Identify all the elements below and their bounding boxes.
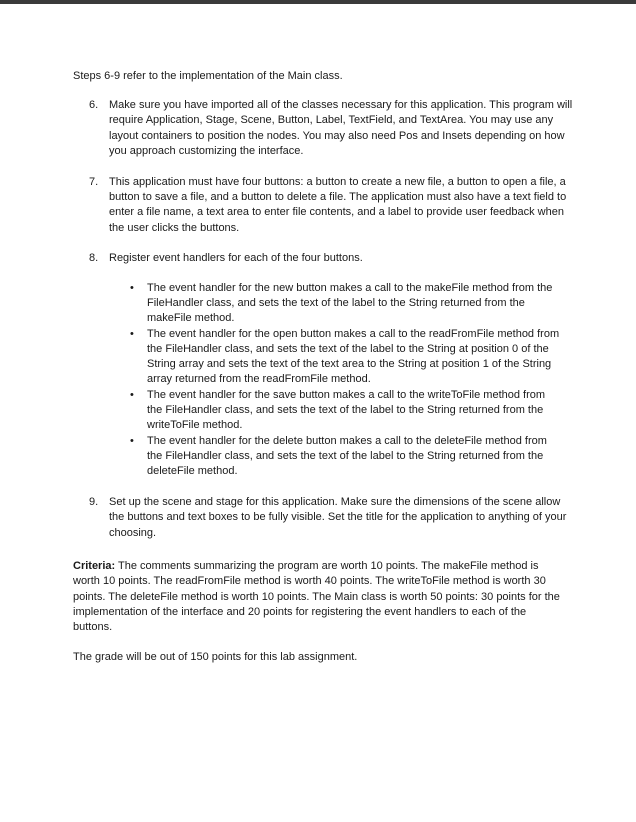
event-handler-bullets xyxy=(109,281,573,480)
step-text: This application must have four buttons: a button to create a new file, a button to open a file, a button to save a file, and a button to delete a file. The application must also have a text field to enter a file name, a text area to enter file contents, and a label to provide user feedback when the user clicks the buttons. xyxy=(109,175,567,234)
step-number: 9. xyxy=(89,496,99,509)
step-8 xyxy=(73,251,573,479)
bullet-dot-icon: • xyxy=(130,434,134,447)
bullet-dot-icon: • xyxy=(130,327,134,340)
criteria-paragraph xyxy=(73,559,565,635)
bullet-text: The event handler for the new button makes a call to the makeFile method from the FileHandler class, and sets the text of the label to the String returned from the makeFile method. xyxy=(147,281,553,325)
bullet-text: The event handler for the open button makes a call to the readFromFile method from the FileHandler class, and sets the text of the label to the String at position 0 of the String array and sets the text of the text area to the String at position 1 of the String array returned from the readFromFile method. xyxy=(147,327,560,386)
step-number: 6. xyxy=(89,99,99,111)
bullet-dot-icon: • xyxy=(130,388,134,401)
step-7 xyxy=(73,175,573,236)
bullet-open-button xyxy=(109,327,562,388)
step-6 xyxy=(73,98,573,159)
grade-paragraph: The grade will be out of 150 points for this lab assignment. xyxy=(73,651,358,663)
step-text: Register event handlers for each of the four buttons. xyxy=(109,252,363,265)
step-number: 7. xyxy=(89,175,99,188)
criteria-text: The comments summarizing the program are worth 10 points. The makeFile method is worth 10 points. The readFromFile method is worth 40 points. The writeToFile method is worth 30 points. The deleteFile method is worth 10 points. The Main class is worth 50 points: 30 points for the implementation of the interface and 20 points for registering the event handlers to each of the buttons. xyxy=(73,560,560,634)
bullet-save-button xyxy=(109,388,562,434)
bullet-dot-icon: • xyxy=(130,281,134,294)
intro-paragraph: Steps 6-9 refer to the implementation of the Main class. xyxy=(73,70,343,82)
step-text: Make sure you have imported all of the classes necessary for this application. This program will require Application, Stage, Scene, Button, Label, TextField, and TextArea. You may use any layout containers to position the nodes. You may also need Pos and Insets depending on how you approach customizing the interface. xyxy=(109,99,573,157)
criteria-label: Criteria: xyxy=(73,560,116,572)
step-number: 8. xyxy=(89,252,99,265)
bullet-delete-button xyxy=(109,434,562,480)
bullet-text: The event handler for the delete button makes a call to the deleteFile method from the FileHandler class, and sets the text of the label to the String returned from the deleteFile method. xyxy=(147,434,547,478)
bullet-new-button xyxy=(109,281,562,327)
step-text: Set up the scene and stage for this application. Make sure the dimensions of the scene allow the buttons and text boxes to be fully visible. Set the title for the application to anything of your choosing. xyxy=(109,496,567,539)
step-9 xyxy=(73,495,573,541)
bullet-text: The event handler for the save button makes a call to the writeToFile method from the FileHandler class, and sets the text of the label to the String returned from the writeToFile method. xyxy=(147,388,546,432)
steps-list xyxy=(73,98,573,556)
